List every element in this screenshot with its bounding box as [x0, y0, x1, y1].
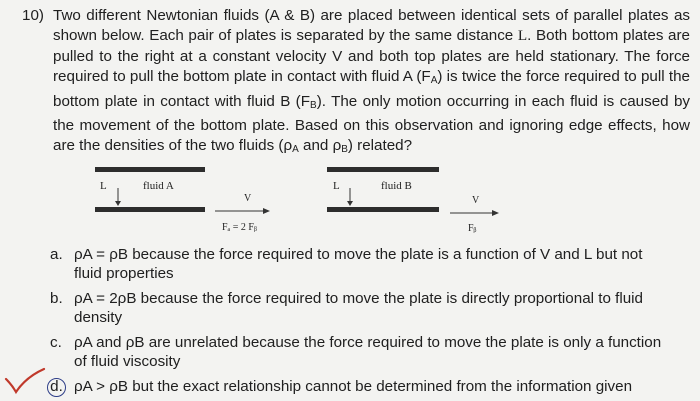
gap-label-b: L: [333, 180, 340, 192]
question: [22, 6, 690, 161]
option-a-line2: fluid properties: [74, 265, 174, 282]
option-c-letter: c.: [50, 334, 62, 351]
check-mark-icon: [2, 367, 46, 397]
force-a-subscript: A: [430, 75, 438, 87]
question-number: 10): [22, 7, 44, 24]
and-word: and: [298, 137, 333, 155]
force-b-subscript: B: [310, 99, 317, 111]
plates-diagram: [0, 155, 700, 237]
gap-arrow-a: [113, 172, 123, 207]
velocity-label-b: V: [472, 195, 480, 206]
question-text-5: ) related?: [347, 137, 413, 155]
selected-answer-circle: d.: [47, 378, 66, 397]
rho-b-subscript: B: [341, 144, 348, 156]
question-text: [53, 6, 690, 161]
option-d[interactable]: [50, 377, 690, 396]
rho-b: ρ: [332, 137, 342, 155]
fluid-b-label: fluid B: [381, 180, 412, 192]
option-c-line2: of fluid viscosity: [74, 353, 181, 370]
option-a-line1: ρA = ρB because the force required to move the plate is a function of V and L but not: [74, 246, 643, 263]
distance-symbol: L: [517, 27, 528, 45]
fluid-a-label: fluid A: [143, 180, 174, 192]
force-label-a: Fₐ = 2 Fᵦ: [222, 222, 257, 233]
gap-label-a: L: [100, 180, 107, 192]
option-c-line1: ρA and ρB are unrelated because the force required to move the plate is only a function: [74, 334, 662, 351]
option-d-letter: [50, 377, 72, 397]
option-b-letter: b.: [50, 290, 63, 307]
option-b-line2: density: [74, 309, 123, 326]
bottom-plate-b: [327, 207, 439, 212]
rho-a-subscript: A: [292, 144, 299, 156]
top-plate-b: [327, 167, 439, 172]
velocity-arrow-b: [450, 208, 500, 218]
option-d-line1: ρA > ρB but the exact relationship cannot be determined from the information given: [74, 378, 633, 395]
gap-arrow-b: [345, 172, 355, 207]
rho-a: ρ: [283, 137, 293, 155]
question-text-4: ). The only motion occurring in each fluid is caused by the movement of the bottom plate. Based on this observation and ignoring edge effects, how are the densities of the two fluids (: [53, 92, 691, 155]
force-label-b: Fᵦ: [468, 223, 477, 234]
option-b[interactable]: [50, 289, 690, 327]
option-b-line1: ρA = 2ρB because the force required to move the plate is directly proportional to fluid: [74, 290, 643, 307]
velocity-label-a: V: [244, 193, 252, 204]
option-a[interactable]: [50, 245, 690, 283]
question-text-1: Two different Newtonian fluids (A & B) are placed between identical sets of parallel plates as shown below. Each pair of plates is separated by the same distance: [53, 7, 690, 45]
option-c[interactable]: [50, 333, 690, 371]
question-text-2: . Both bottom plates are pulled to the right at a constant velocity V and both top plates are held stationary. The force required to pull the bottom plate in contact with fluid A (F: [53, 27, 690, 86]
question-text-3: ) is twice the force required to pull the bottom plate in contact with fluid B (F: [53, 68, 690, 110]
option-a-letter: a.: [50, 246, 63, 263]
velocity-arrow-a: [215, 206, 271, 216]
bottom-plate-a: [95, 207, 205, 212]
top-plate-a: [95, 167, 205, 172]
